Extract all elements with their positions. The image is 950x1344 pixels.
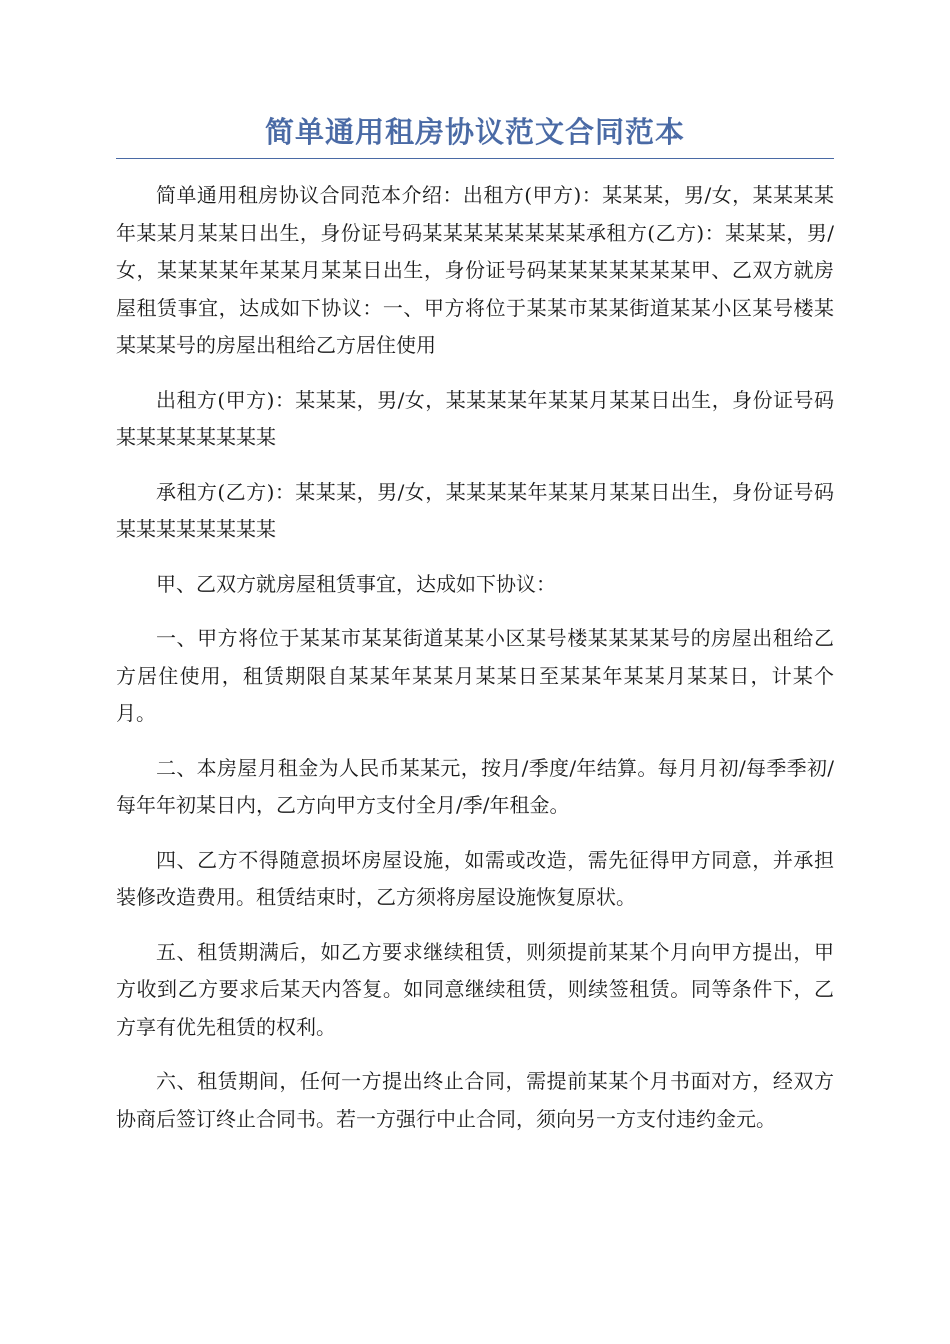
paragraph-clause-6: 六、租赁期间，任何一方提出终止合同，需提前某某个月书面对方，经双方协商后签订终止合同书。若一方强行中止合同，须向另一方支付违约金元。 [116, 1069, 834, 1131]
paragraph-lessee: 承租方(乙方)：某某某，男/女，某某某某年某某月某某日出生，身份证号码某某某某某某某某 [116, 479, 834, 541]
paragraph-clause-5: 五、租赁期满后，如乙方要求继续租赁，则须提前某某个月向甲方提出，甲方收到乙方要求后某天内答复。如同意继续租赁，则续签租赁。同等条件下，乙方享有优先租赁的权利。 [116, 939, 834, 1039]
paragraph-lessor: 出租方(甲方)：某某某，男/女，某某某某年某某月某某日出生，身份证号码某某某某某某某某 [116, 387, 834, 449]
paragraph-clause-1: 一、甲方将位于某某市某某街道某某小区某号楼某某某某号的房屋出租给乙方居住使用，租赁期限自某某年某某月某某日至某某年某某月某某日，计某个月。 [116, 626, 834, 725]
document-title: 简单通用租房协议范文合同范本 [264, 115, 685, 149]
paragraph-agreement: 甲、乙双方就房屋租赁事宜，达成如下协议： [156, 571, 556, 596]
document-page [116, 112, 834, 1155]
paragraph-clause-2: 二、本房屋月租金为人民币某某元，按月/季度/年结算。每月月初/每季季初/每年年初某日内，乙方向甲方支付全月/季/年租金。 [116, 755, 834, 817]
title-underline [116, 158, 834, 159]
paragraph-intro: 简单通用租房协议合同范本介绍：出租方(甲方)：某某某，男/女，某某某某年某某月某某日出生，身份证号码某某某某某某某某承租方(乙方)：某某某，男/女，某某某某年某某月某某日出生，身份证号码某某某某某某某甲、乙双方就房屋租赁事宜，达成如下协议：一、甲方将位于某某市某某街道某某小区某号楼某某某某号的房屋出租给乙方居住使用 [116, 183, 834, 357]
paragraph-clause-4: 四、乙方不得随意损坏房屋设施，如需或改造，需先征得甲方同意，并承担装修改造费用。租赁结束时，乙方须将房屋设施恢复原状。 [116, 847, 834, 909]
